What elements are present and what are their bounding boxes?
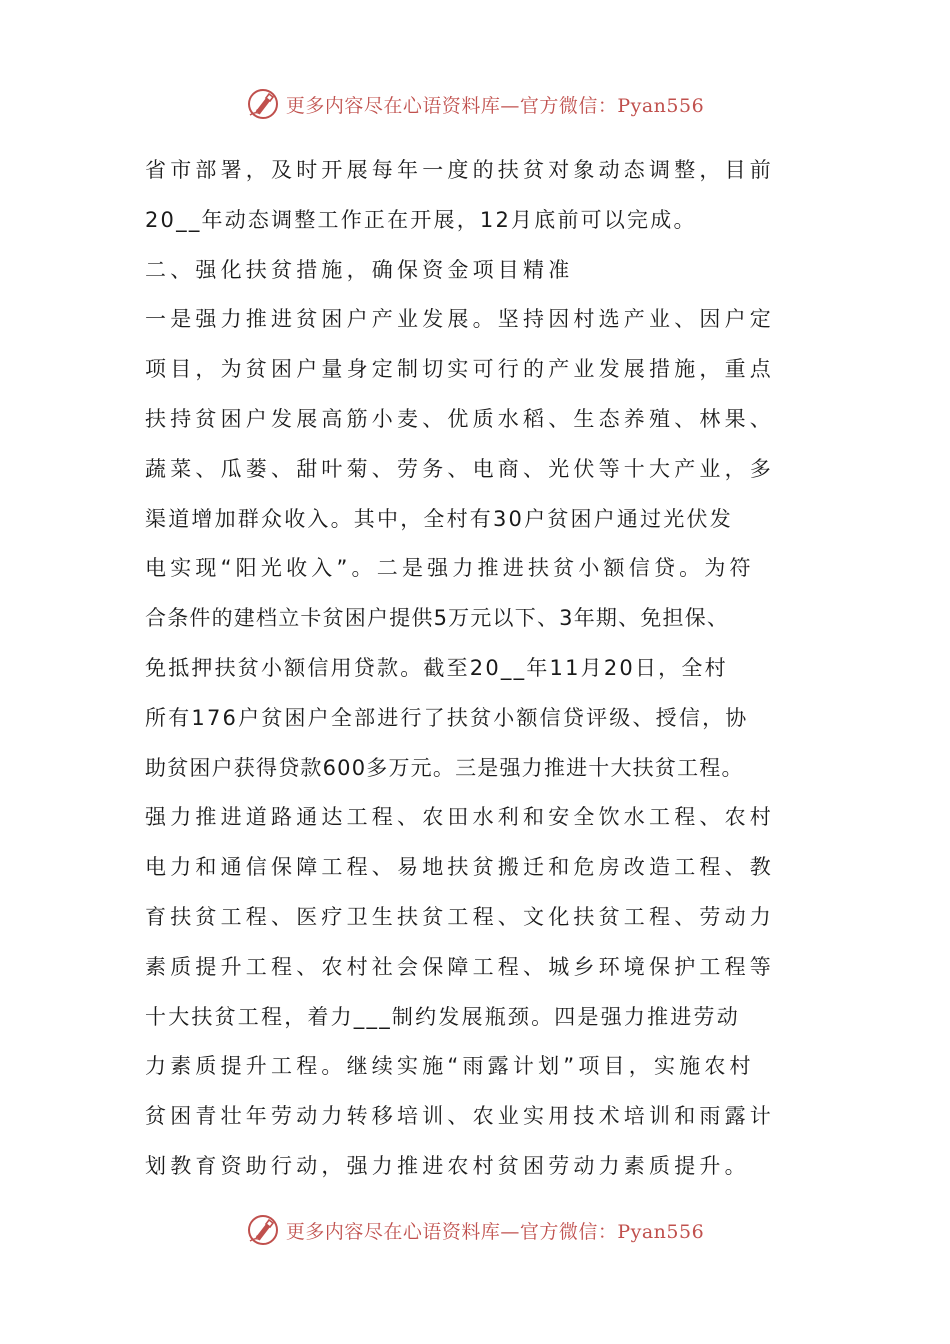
body-line: 强力推进道路通达工程、农田水利和安全饮水工程、农村 [145, 805, 775, 830]
body-line: 一是强力推进贫困户产业发展。坚持因村选产业、因户定 [145, 307, 775, 332]
body-line: 蔬菜、瓜蒌、甜叶菊、劳务、电商、光伏等十大产业，多 [145, 456, 775, 481]
body-line: 育扶贫工程、医疗卫生扶贫工程、文化扶贫工程、劳动力 [145, 904, 775, 929]
body-line: 20__年动态调整工作正在开展，12月底前可以完成。 [145, 207, 697, 232]
body-line: 力素质提升工程。继续实施“雨露计划”项目，实施农村 [145, 1054, 755, 1079]
header-banner-inner [246, 87, 704, 121]
body-line: 十大扶贫工程，着力___制约发展瓶颈。四是强力推进劳动 [145, 1004, 740, 1029]
header-banner-text: 更多内容尽在心语资料库—官方微信：Pyan556 [285, 94, 705, 117]
body-line: 省市部署，及时开展每年一度的扶贫对象动态调整，目前 [145, 158, 775, 182]
body-line: 项目，为贫困户量身定制切实可行的产业发展措施，重点 [145, 357, 775, 382]
body-line: 助贫困户获得贷款600多万元。三是强力推进十大扶贫工程。 [145, 755, 744, 780]
body-line: 素质提升工程、农村社会保障工程、城乡环境保护工程等 [145, 954, 775, 979]
body-line: 划教育资助行动，强力推进农村贫困劳动力素质提升。 [145, 1153, 750, 1178]
section-heading: 二、强化扶贫措施，确保资金项目精准 [145, 257, 574, 282]
body-line: 免抵押扶贫小额信用贷款。截至20__年11月20日，全村 [145, 655, 728, 680]
body-line: 贫困青壮年劳动力转移培训、农业实用技术培训和雨露计 [145, 1104, 775, 1129]
footer-banner-inner [246, 1213, 704, 1247]
pen-nib-logo-icon [246, 87, 280, 121]
body-line: 扶持贫困户发展高筋小麦、优质水稻、生态养殖、林果、 [145, 406, 775, 431]
body-line: 所有176户贫困户全部进行了扶贫小额信贷评级、授信，协 [145, 705, 749, 730]
body-line: 合条件的建档立卡贫困户提供5万元以下、3年期、免担保、 [145, 606, 730, 631]
body-line: 电力和通信保障工程、易地扶贫搬迁和危房改造工程、教 [145, 855, 775, 880]
pen-nib-logo-icon [246, 1213, 280, 1247]
body-line: 渠道增加群众收入。其中，全村有30户贫困户通过光伏发 [145, 506, 733, 531]
document-body [145, 146, 817, 1192]
footer-banner-text: 更多内容尽在心语资料库—官方微信：Pyan556 [285, 1220, 705, 1243]
header-banner [0, 84, 950, 124]
footer-banner [0, 1210, 950, 1250]
body-line: 电实现“阳光收入”。二是强力推进扶贫小额信贷。为符 [145, 556, 755, 581]
